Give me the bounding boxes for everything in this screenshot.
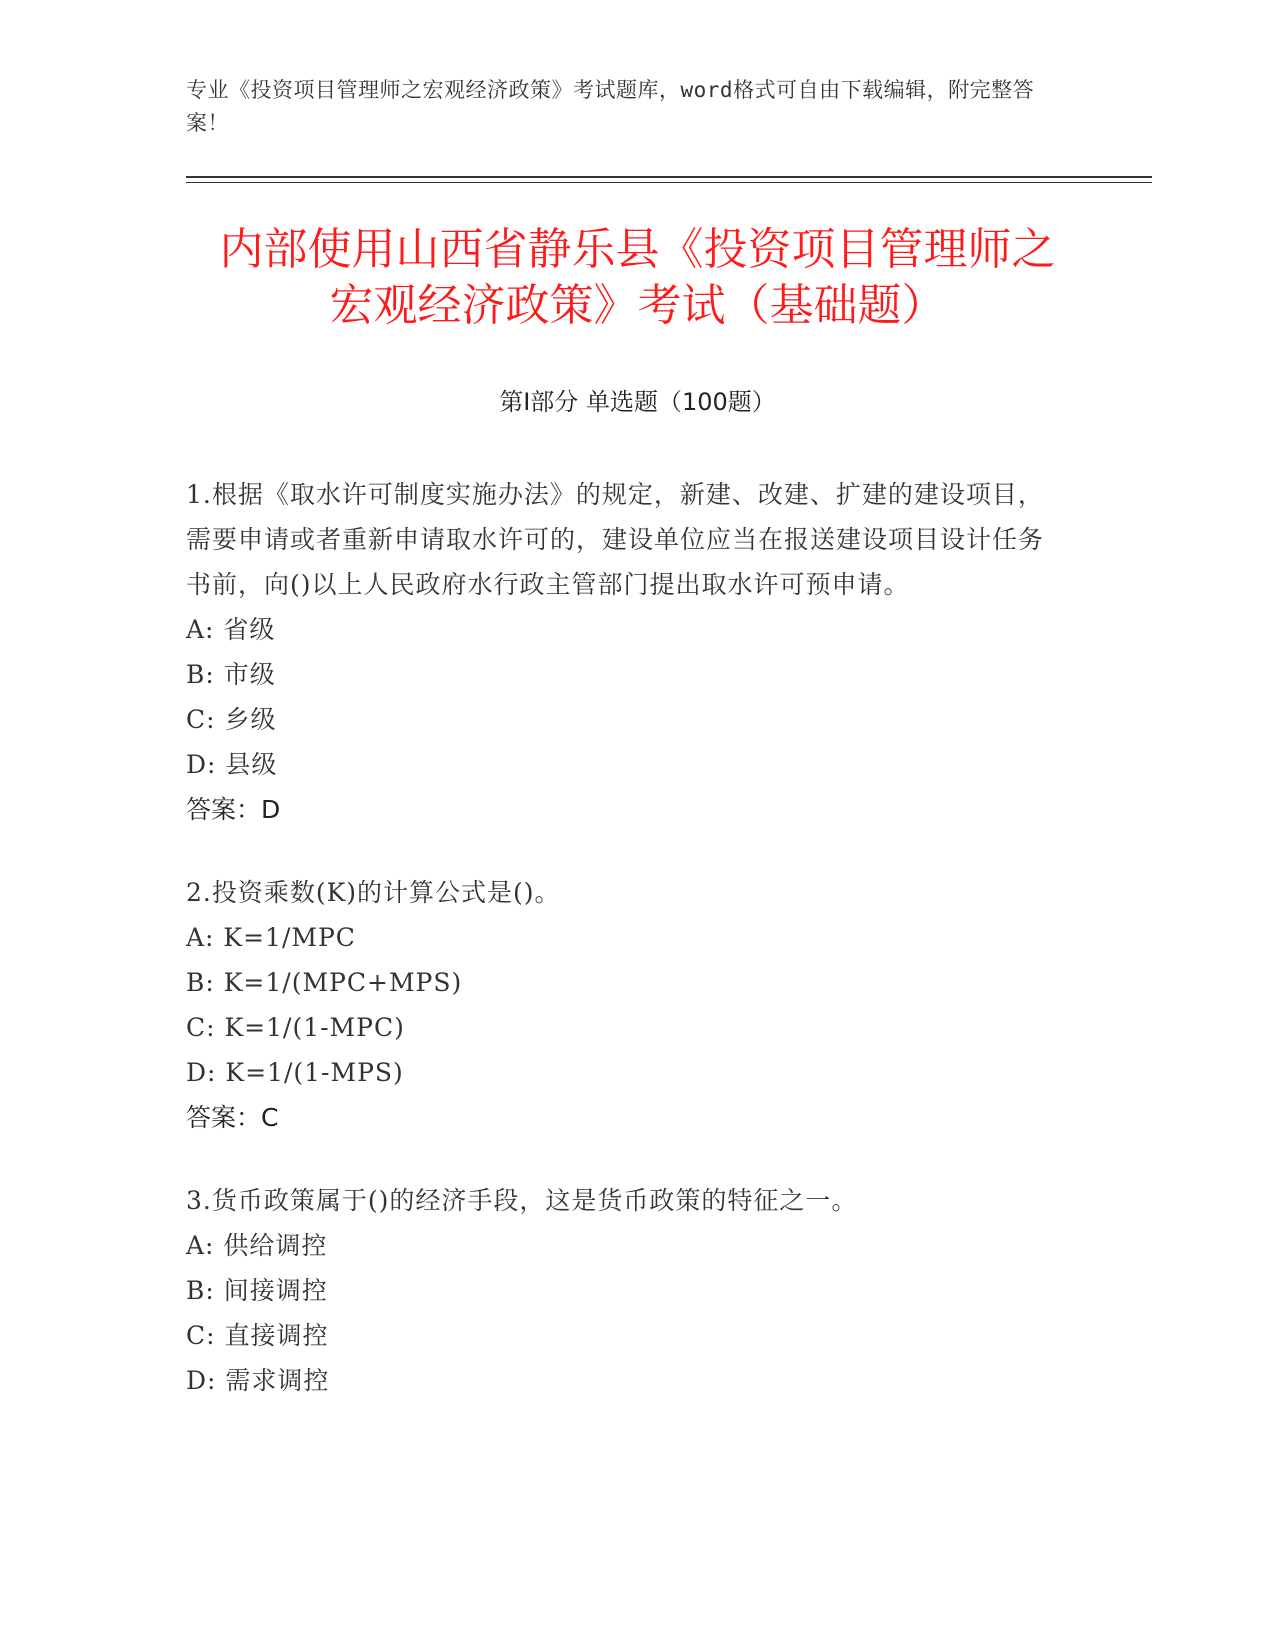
option-b: B: K=1/(MPC+MPS) [186,968,463,997]
option-b: B: 间接调控 [186,1276,328,1305]
section-title: 第Ⅰ部分 单选题（100题） [499,388,776,416]
option-a: A: 供给调控 [186,1231,328,1260]
answer: 答案：C [186,1103,279,1132]
document-title [186,222,1089,334]
title-line-2: 宏观经济政策》考试（基础题） [329,280,946,331]
option-b: B: 市级 [186,660,276,689]
option-d: D: K=1/(1-MPS) [186,1058,404,1087]
header-divider-thick [186,176,1152,178]
option-a: A: K=1/MPC [186,923,356,952]
option-a: A: 省级 [186,615,276,644]
option-d: D: 县级 [186,750,278,779]
question-text: 3.货币政策属于()的经济手段，这是货币政策的特征之一。 [186,1186,858,1215]
option-c: C: 直接调控 [186,1321,329,1350]
title-line-1: 内部使用山西省静乐县《投资项目管理师之 [219,224,1056,275]
header-note: 专业《投资项目管理师之宏观经济政策》考试题库，word格式可自由下载编辑，附完整答案！ [186,78,1035,135]
question-text: 2.投资乘数(K)的计算公式是()。 [186,878,561,907]
option-c: C: K=1/(1-MPC) [186,1013,405,1042]
option-c: C: 乡级 [186,705,277,734]
question-2 [186,870,1066,1140]
question-3 [186,1178,1066,1403]
answer: 答案：D [186,795,281,824]
question-text: 1.根据《取水许可制度实施办法》的规定，新建、改建、扩建的建设项目，需要申请或者重新申请取水许可的，建设单位应当在报送建设项目设计任务书前，向()以上人民政府水行政主管部门提出取水许可预申请。 [186,480,1045,599]
header-divider-thin [186,182,1152,183]
question-list [186,472,1066,1441]
question-1 [186,472,1066,832]
option-d: D: 需求调控 [186,1366,330,1395]
